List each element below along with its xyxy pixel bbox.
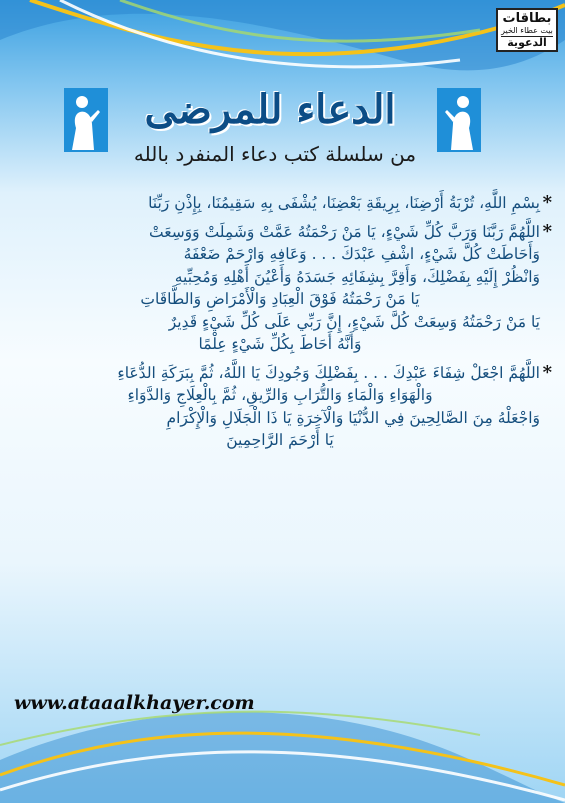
logo-line-1: بطاقات (502, 11, 552, 26)
dua-2-line-6: وَأَنَّهُ أَحَاطَ بِكُلِّ شَيْءٍ عِلْمًا (198, 335, 362, 353)
dua-2-line-5: يَا مَنْ رَحْمَتُهُ وَسِعَتْ كُلَّ شَيْءٍ، إِنَّ رَبِّي عَلَى كُلِّ شَيْءٍ قَدِيرٌ (168, 312, 540, 331)
dua-2-line-4: يَا مَنْ رَحْمَتُهُ فَوْقَ الْعِبَادِ وَالْأَمْرَاضِ وَالطَّاقَاتِ (140, 290, 420, 308)
logo-line-2: بيت عطاء الخير (501, 26, 553, 35)
asterisk-icon: * (542, 192, 552, 213)
dua-3-line-3: وَاجْعَلْهُ مِنَ الصَّالِحِينَ فِي الدُّنْيَا وَالْآخِرَةِ يَا ذَا الْجَلَالِ وَالْإِكْرَامِ (166, 408, 540, 427)
asterisk-icon: * (542, 361, 552, 383)
page-title: الدعاء للمرضى (144, 86, 396, 133)
asterisk-icon: * (542, 220, 552, 242)
dua-2-line-1: * اللَّهُمَّ رَبَّنَا وَرَبَّ كُلِّ شَيْءٍ، يَا مَنْ رَحْمَتُهُ عَمَّتْ وَشَمِلَتْ وَوَسِعَتْ (149, 220, 552, 242)
dua-3-line-2: وَالْهَوَاءِ وَالْمَاءِ وَالتُّرَابِ وَالرِّيقِ، ثُمَّ بِالْعِلَاجِ وَالدَّوَاءِ (127, 386, 433, 404)
dua-3-line-1: * اللَّهُمَّ اجْعَلْ شِفَاءَ عَبْدِكَ . . . بِفَضْلِكَ وَجُودِكَ يَا اللَّهُ، ثُمَّ بِبَرَكَةِ الدُّعَاءِ (117, 361, 552, 383)
dua-2-line-3: وَانْظُرْ إِلَيْهِ بِفَضْلِكَ، وَأَقِرَّ بِشِفَائِهِ جَسَدَهُ وَأَعْيُنَ أَهْلِهِ وَمُحِبِّيهِ (174, 267, 540, 286)
page-subtitle: من سلسلة كتب دعاء المنفرد بالله (133, 142, 417, 166)
brand-logo (496, 8, 558, 52)
logo-line-3: الدعوية (501, 36, 553, 49)
dua-1-line-1: * بِسْمِ اللَّهِ، تُرْبَةُ أَرْضِنَا، بِرِيقَةِ بَعْضِنَا، يُشْفَى بِهِ سَقِيمُنَا، بِإِذْنِ رَبِّنَا (148, 192, 552, 213)
dua-2-line-2: وَأَحَاطَتْ كُلَّ شَيْءٍ، اشْفِ عَبْدَكَ . . . وَعَافِهِ وَارْحَمْ ضَعْفَهُ (183, 245, 540, 263)
website-link[interactable]: www.ataaalkhayer.com (14, 692, 255, 714)
dua-content (20, 192, 552, 452)
dua-3-line-4: يَا أَرْحَمَ الرَّاحِمِينَ (226, 431, 334, 449)
praying-figure-icon (437, 88, 481, 152)
praying-figure-icon (64, 88, 108, 152)
